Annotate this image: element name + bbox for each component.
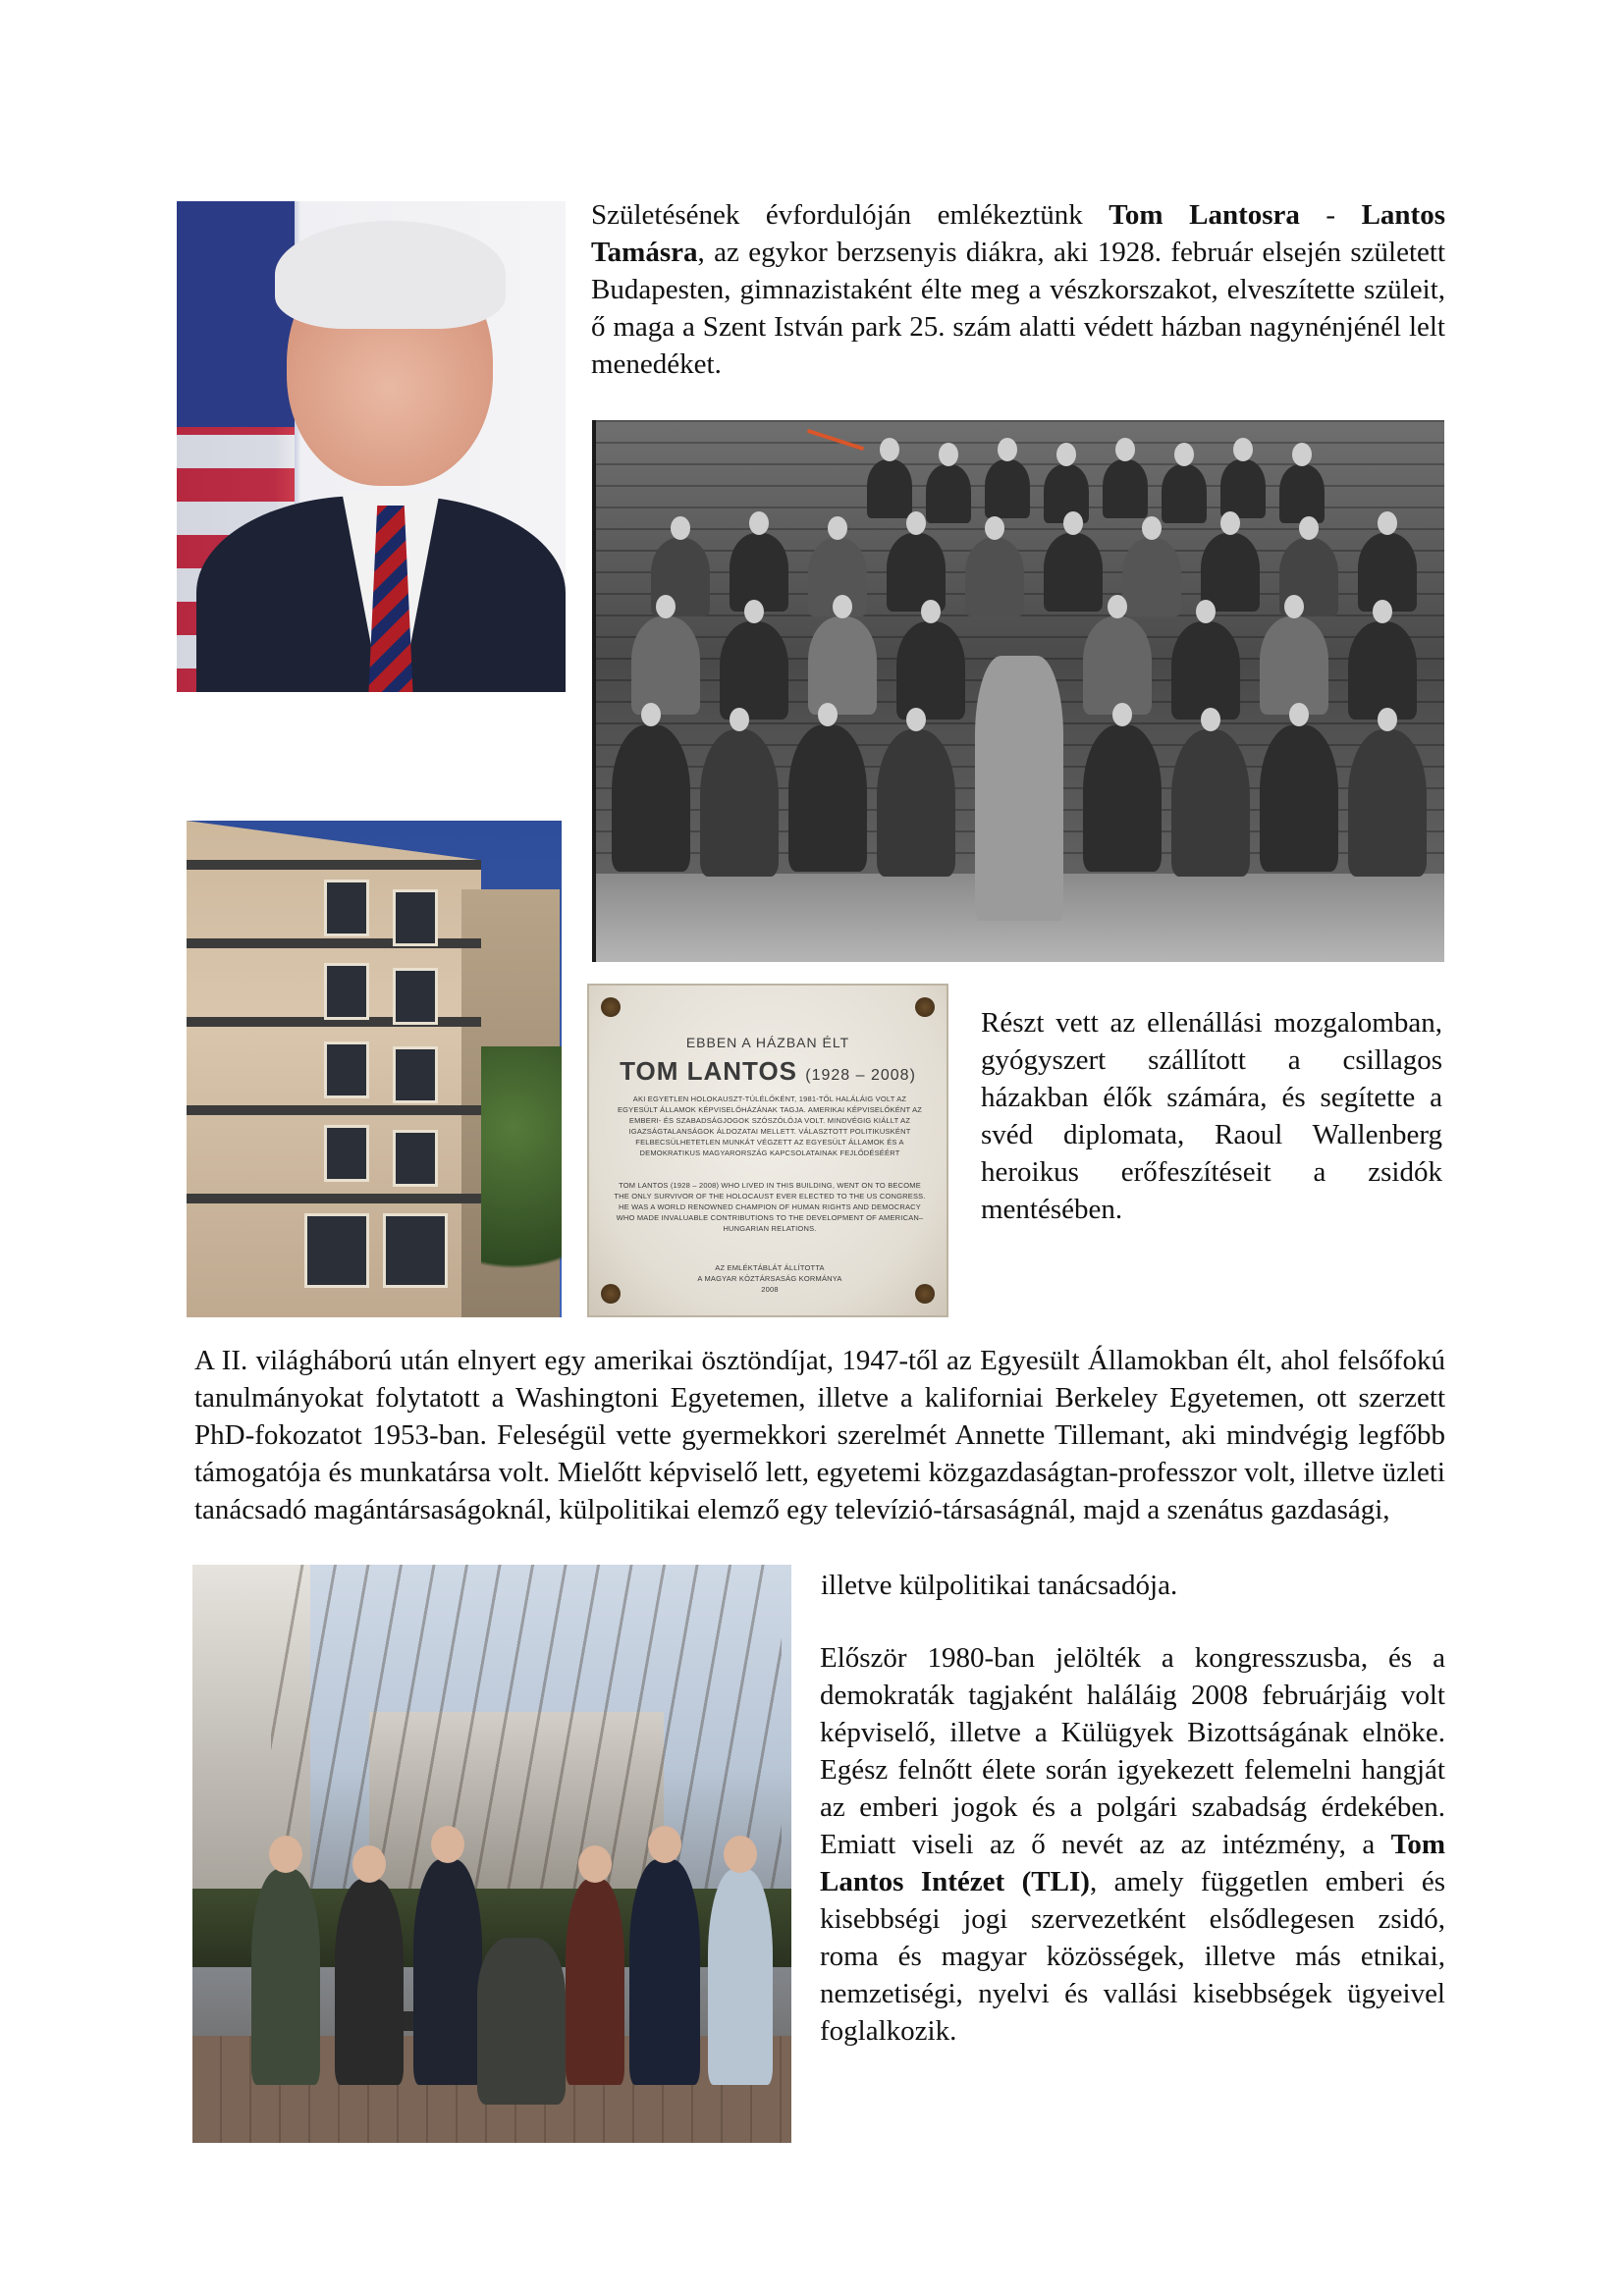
plaque-heading: EBBEN A HÁZBAN ÉLT — [685, 1035, 850, 1050]
intro-text-rest: , az egykor berzsenyis diákra, aki 1928. február elsején született Budapesten, gimnazistaként élte meg a vészkorszakot, elveszítette szüleit, ő maga a Szent István park 25. szám alatti védett házban nagynénjénél lelt menedéket. — [591, 237, 1445, 380]
group-statue-photo — [192, 1565, 791, 2143]
memorial-plaque-photo — [587, 984, 948, 1317]
plaque-footer-1: AZ EMLÉKTÁBLÁT ÁLLÍTOTTA — [715, 1263, 825, 1272]
building-photo — [187, 821, 562, 1317]
institute-text-rest: , amely független emberi és kisebbségi jogi szervezetként elsődlegesen zsidó, roma és magyar közösségek, illetve más etnikai, nemzetiségi, nyelvi és vallási kisebbségek ügyeivel foglalkozik. — [820, 1866, 1446, 2047]
institute-paragraph — [820, 1639, 1445, 2050]
biography-paragraph-end: illetve külpolitikai tanácsadója. — [821, 1570, 1178, 1601]
resistance-paragraph: Részt vett az ellenállási mozgalomban, gyógyszert szállított a csillagos házakban élők számára, és segítette a svéd diplomata, Raoul Wallenberg heroikus erőfeszítéseit a zsidók mentésében. — [981, 1007, 1442, 1225]
intro-text: Születésének évfordulóján emlékeztünk — [591, 199, 1109, 231]
plaque-hungarian-text: AKI EGYETLEN HOLOKAUSZT-TÚLÉLŐKÉNT, 1981-TŐL HALÁLÁIG VOLT AZ EGYESÜLT ÁLLAMOK KÉPVISELŐHÁZÁNAK TAGJA. AMERIKAI KÉPVISELŐKÉNT AZ EMBERI- ÉS SZABADSÁGJOGOK SZÓSZÓLÓJA VOLT. MINDVÉGIG KIÁLLT AZ IGAZSÁGTALANSÁGOK ÁLDOZATAI MELLETT. VÁLASZTOTT POLITIKUSKÉNT FELBECSÜLHETETLEN MUNKÁT VÉGZETT AZ EGYESÜLT ÁLLAMOK ÉS A DEMOKRATIKUS MAGYARORSZÁG KAPCSOLATAINAK FEJLŐDÉSÉÉRT — [617, 1095, 923, 1157]
plaque-name-text: TOM LANTOS — [620, 1056, 798, 1086]
plaque-name — [589, 1056, 947, 1087]
intro-dash: - — [1299, 199, 1362, 231]
intro-name-bold: Tom Lantosra — [1109, 199, 1300, 231]
plaque-footer-2: A MAGYAR KÖZTÁRSASÁG KORMÁNYA — [697, 1274, 842, 1283]
plaque-english-text: TOM LANTOS (1928 – 2008) WHO LIVED IN THIS BUILDING, WENT ON TO BECOME THE ONLY SURVIVOR OF THE HOLOCAUST EVER ELECTED TO THE US CONGRESS. HE WAS A WORLD RENOWNED CHAMPION OF HUMAN RIGHTS AND DEMOCRACY WHO MADE INVALUABLE CONTRIBUTIONS TO THE DEVELOPMENT OF AMERICAN–HUNGARIAN RELATIONS. — [614, 1181, 926, 1233]
intro-paragraph — [591, 196, 1445, 383]
plaque-footer-3: 2008 — [761, 1285, 779, 1294]
portrait-photo — [177, 201, 566, 692]
institute-text: Először 1980-ban jelölték a kongresszusba, és a demokraták tagjaként haláláig 2008 februárjáig volt képviselő, illetve a Külügyek Bizottságának elnöke. Egész felnőtt élete során igyekezett felemelni hangját az emberi jogok és a polgári szabadság érdekében. Emiatt viseli az ő nevét az az intézmény, a — [820, 1642, 1445, 1860]
plaque-years: (1928 – 2008) — [805, 1067, 916, 1084]
biography-paragraph: A II. világháború után elnyert egy amerikai ösztöndíjat, 1947-től az Egyesült Államokban élt, ahol felsőfokú tanulmányokat folytatott a Washingtoni Egyetemen, illetve a kaliforniai Berkeley Egyetemen, ott szerzett PhD-fokozatot 1953-ban. Feleségül vette gyermekkori szerelmét Annette Tillemant, aki mindvégig legfőbb támogatója és munkatársa volt. Mielőtt képviselő lett, egyetemi közgazdaságtan-professzor volt, illetve üzleti tanácsadó magántársaságoknál, külpolitikai elemző egy televízió-társaságnál, majd a szenátus gazdasági, — [194, 1345, 1445, 1525]
institute-name-bold: Tom Lantos Intézet (TLI) — [820, 1829, 1445, 1897]
class-photo — [592, 420, 1444, 962]
intro-hungarian-name-bold: Lantos Tamásra — [591, 199, 1445, 268]
